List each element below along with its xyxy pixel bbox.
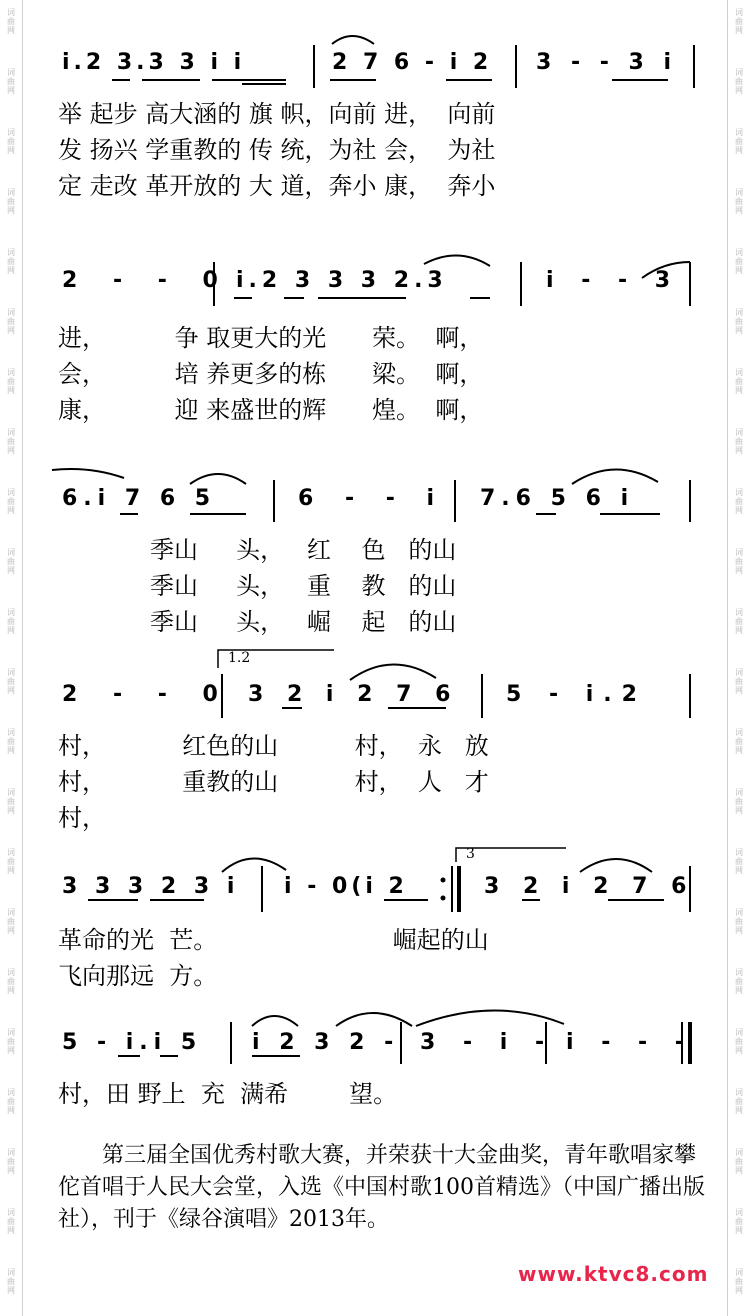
watermark-glyph: 词 曲 网: [735, 548, 743, 575]
watermark-glyph: 词 曲 网: [7, 1028, 15, 1055]
watermark-glyph: 词 曲 网: [735, 968, 743, 995]
watermark-glyph: 词 曲 网: [735, 1268, 743, 1295]
slur: [416, 1010, 564, 1026]
lyric-row2-v2: 会， 培 养更多的栋 梁。 啊，: [58, 360, 484, 388]
lyric-row4-v2: 村， 重教的山 村， 人 才: [58, 768, 489, 796]
watermark-glyph: 词 曲 网: [735, 308, 743, 335]
watermark-glyph: 词 曲 网: [7, 1088, 15, 1115]
watermark-glyph: 词 曲 网: [7, 608, 15, 635]
lyric-row4-v1: 村， 红色的山 村， 永 放: [58, 732, 489, 760]
watermark-glyph: 词 曲 网: [7, 428, 15, 455]
lyric-row6-v1: 村，田 野上 充 满希 望。: [58, 1080, 398, 1108]
notes-row5-m3: 3 2 i 2 7 6: [484, 874, 695, 899]
lyric-row5-v1: 革命的光 芒。 崛起的山: [58, 926, 489, 954]
watermark-glyph: 词 曲 网: [7, 668, 15, 695]
watermark-glyph: 词 曲 网: [7, 8, 15, 35]
watermark-glyph: 词 曲 网: [735, 68, 743, 95]
watermark-glyph: 词 曲 网: [735, 248, 743, 275]
notes-row6-m2: i 2 3 2 -: [252, 1030, 400, 1055]
slur: [350, 664, 436, 680]
song-note: 第三届全国优秀村歌大赛，并荣获十大金曲奖，青年歌唱家攀佗首唱于人民大会堂，入选《中国村歌100首精选》（中国广播出版社），刊于《绿谷演唱》2013年。: [58, 1143, 705, 1232]
watermark-glyph: 词 曲 网: [735, 8, 743, 35]
repeat-dot: [441, 896, 446, 901]
lyric-row3-v3: 季山 头， 崛 起 的山: [150, 608, 457, 636]
lyric-row1-v1: 举 起步 高大涵的 旗 帜，向前 进， 向前: [58, 100, 496, 128]
watermark-glyph: 词 曲 网: [735, 188, 743, 215]
watermark-glyph: 词 曲 网: [735, 1028, 743, 1055]
watermark-glyph: 词 曲 网: [735, 488, 743, 515]
watermark-glyph: 词 曲 网: [7, 308, 15, 335]
volta-label-3: 3: [466, 846, 475, 862]
lyric-row3-v2: 季山 头， 重 教 的山: [150, 572, 457, 600]
watermark-glyph: 词 曲 网: [735, 788, 743, 815]
notes-row1-m1: i.2 3.3 3 i i: [62, 50, 246, 75]
watermark-glyph: 词 曲 网: [7, 968, 15, 995]
watermark-glyph: 词 曲 网: [7, 248, 15, 275]
notes-row5-m2: i - 0(i 2: [284, 874, 408, 899]
site-watermark[interactable]: www.ktvc8.com: [518, 1262, 709, 1286]
repeat-dot: [441, 878, 446, 883]
notes-row6-m1: 5 - i.i 5: [62, 1030, 203, 1055]
slur: [52, 469, 124, 478]
slur: [424, 255, 490, 266]
notes-row6-m3: 3 - i -: [420, 1030, 555, 1055]
watermark-glyph: 词 曲 网: [7, 848, 15, 875]
notes-row3-m3: 7.6 5 6 i: [480, 486, 635, 511]
watermark-glyph: 词 曲 网: [7, 908, 15, 935]
lyric-row1-v2: 发 扬兴 学重教的 传 统，为社 会， 为社: [58, 136, 496, 164]
watermark-glyph: 词 曲 网: [7, 1268, 15, 1295]
notes-row1-m2: 2 7 6 - i 2: [332, 50, 493, 75]
notes-row3-m2: 6 - - i: [298, 486, 447, 511]
notes-row1-m3: 3 - - 3 i: [536, 50, 678, 75]
notes-row4-m1: 2 - - 0: [62, 682, 232, 707]
watermark-glyph: 词 曲 网: [7, 548, 15, 575]
slur: [222, 858, 286, 872]
watermark-glyph: 词 曲 网: [735, 848, 743, 875]
lyric-row2-v3: 康， 迎 来盛世的辉 煌。 啊，: [58, 396, 484, 424]
watermark-glyph: 词 曲 网: [735, 1148, 743, 1175]
lyric-row1-v3: 定 走改 革开放的 大 道，奔小 康， 奔小: [58, 172, 496, 200]
watermark-glyph: 词 曲 网: [7, 188, 15, 215]
watermark-glyph: 词 曲 网: [735, 908, 743, 935]
notes-row4-m2: 3 2 i 2 7 6: [248, 682, 459, 707]
slur: [190, 474, 246, 484]
notes-row4-m3: 5 - i.2: [506, 682, 647, 707]
watermark-glyph: 词 曲 网: [7, 1208, 15, 1235]
lyric-row2-v1: 进， 争 取更大的光 荣。 啊，: [58, 324, 484, 352]
watermark-glyph: 词 曲 网: [7, 128, 15, 155]
lyric-row4-v3: 村，: [58, 804, 106, 832]
watermark-glyph: 词 曲 网: [735, 608, 743, 635]
watermark-glyph: 词 曲 网: [735, 428, 743, 455]
notes-row6-m4: i - - -: [566, 1030, 694, 1055]
watermark-glyph: 词 曲 网: [735, 1208, 743, 1235]
watermark-glyph: 词 曲 网: [735, 368, 743, 395]
slur: [572, 469, 658, 484]
slur: [580, 859, 652, 872]
notes-row2-m2: i.2 3 3 3 2.3: [236, 268, 448, 293]
notes-row2-m3: i - - 3: [546, 268, 681, 293]
watermark-glyph: 词 曲 网: [735, 128, 743, 155]
watermark-glyph: 词 曲 网: [7, 488, 15, 515]
slur: [252, 1016, 298, 1026]
notes-row2-m1: 2 - - 0: [62, 268, 232, 293]
lyric-row3-v1: 季山 头， 红 色 的山: [150, 536, 457, 564]
watermark-glyph: 词 曲 网: [735, 728, 743, 755]
watermark-glyph: 词 曲 网: [7, 788, 15, 815]
watermark-glyph: 词 曲 网: [735, 1088, 743, 1115]
lyric-row5-v2: 飞向那远 方。: [58, 962, 218, 990]
notes-row3-m1: 6.i 7 6 5: [62, 486, 217, 511]
slur: [332, 36, 374, 44]
watermark-glyph: 词 曲 网: [7, 1148, 15, 1175]
volta-label-1-2: 1.2: [228, 650, 251, 666]
watermark-glyph: 词 曲 网: [735, 668, 743, 695]
notes-row5-m1: 3 3 3 2 3 i: [62, 874, 240, 899]
watermark-glyph: 词 曲 网: [7, 728, 15, 755]
watermark-glyph: 词 曲 网: [7, 68, 15, 95]
watermark-glyph: 词 曲 网: [7, 368, 15, 395]
